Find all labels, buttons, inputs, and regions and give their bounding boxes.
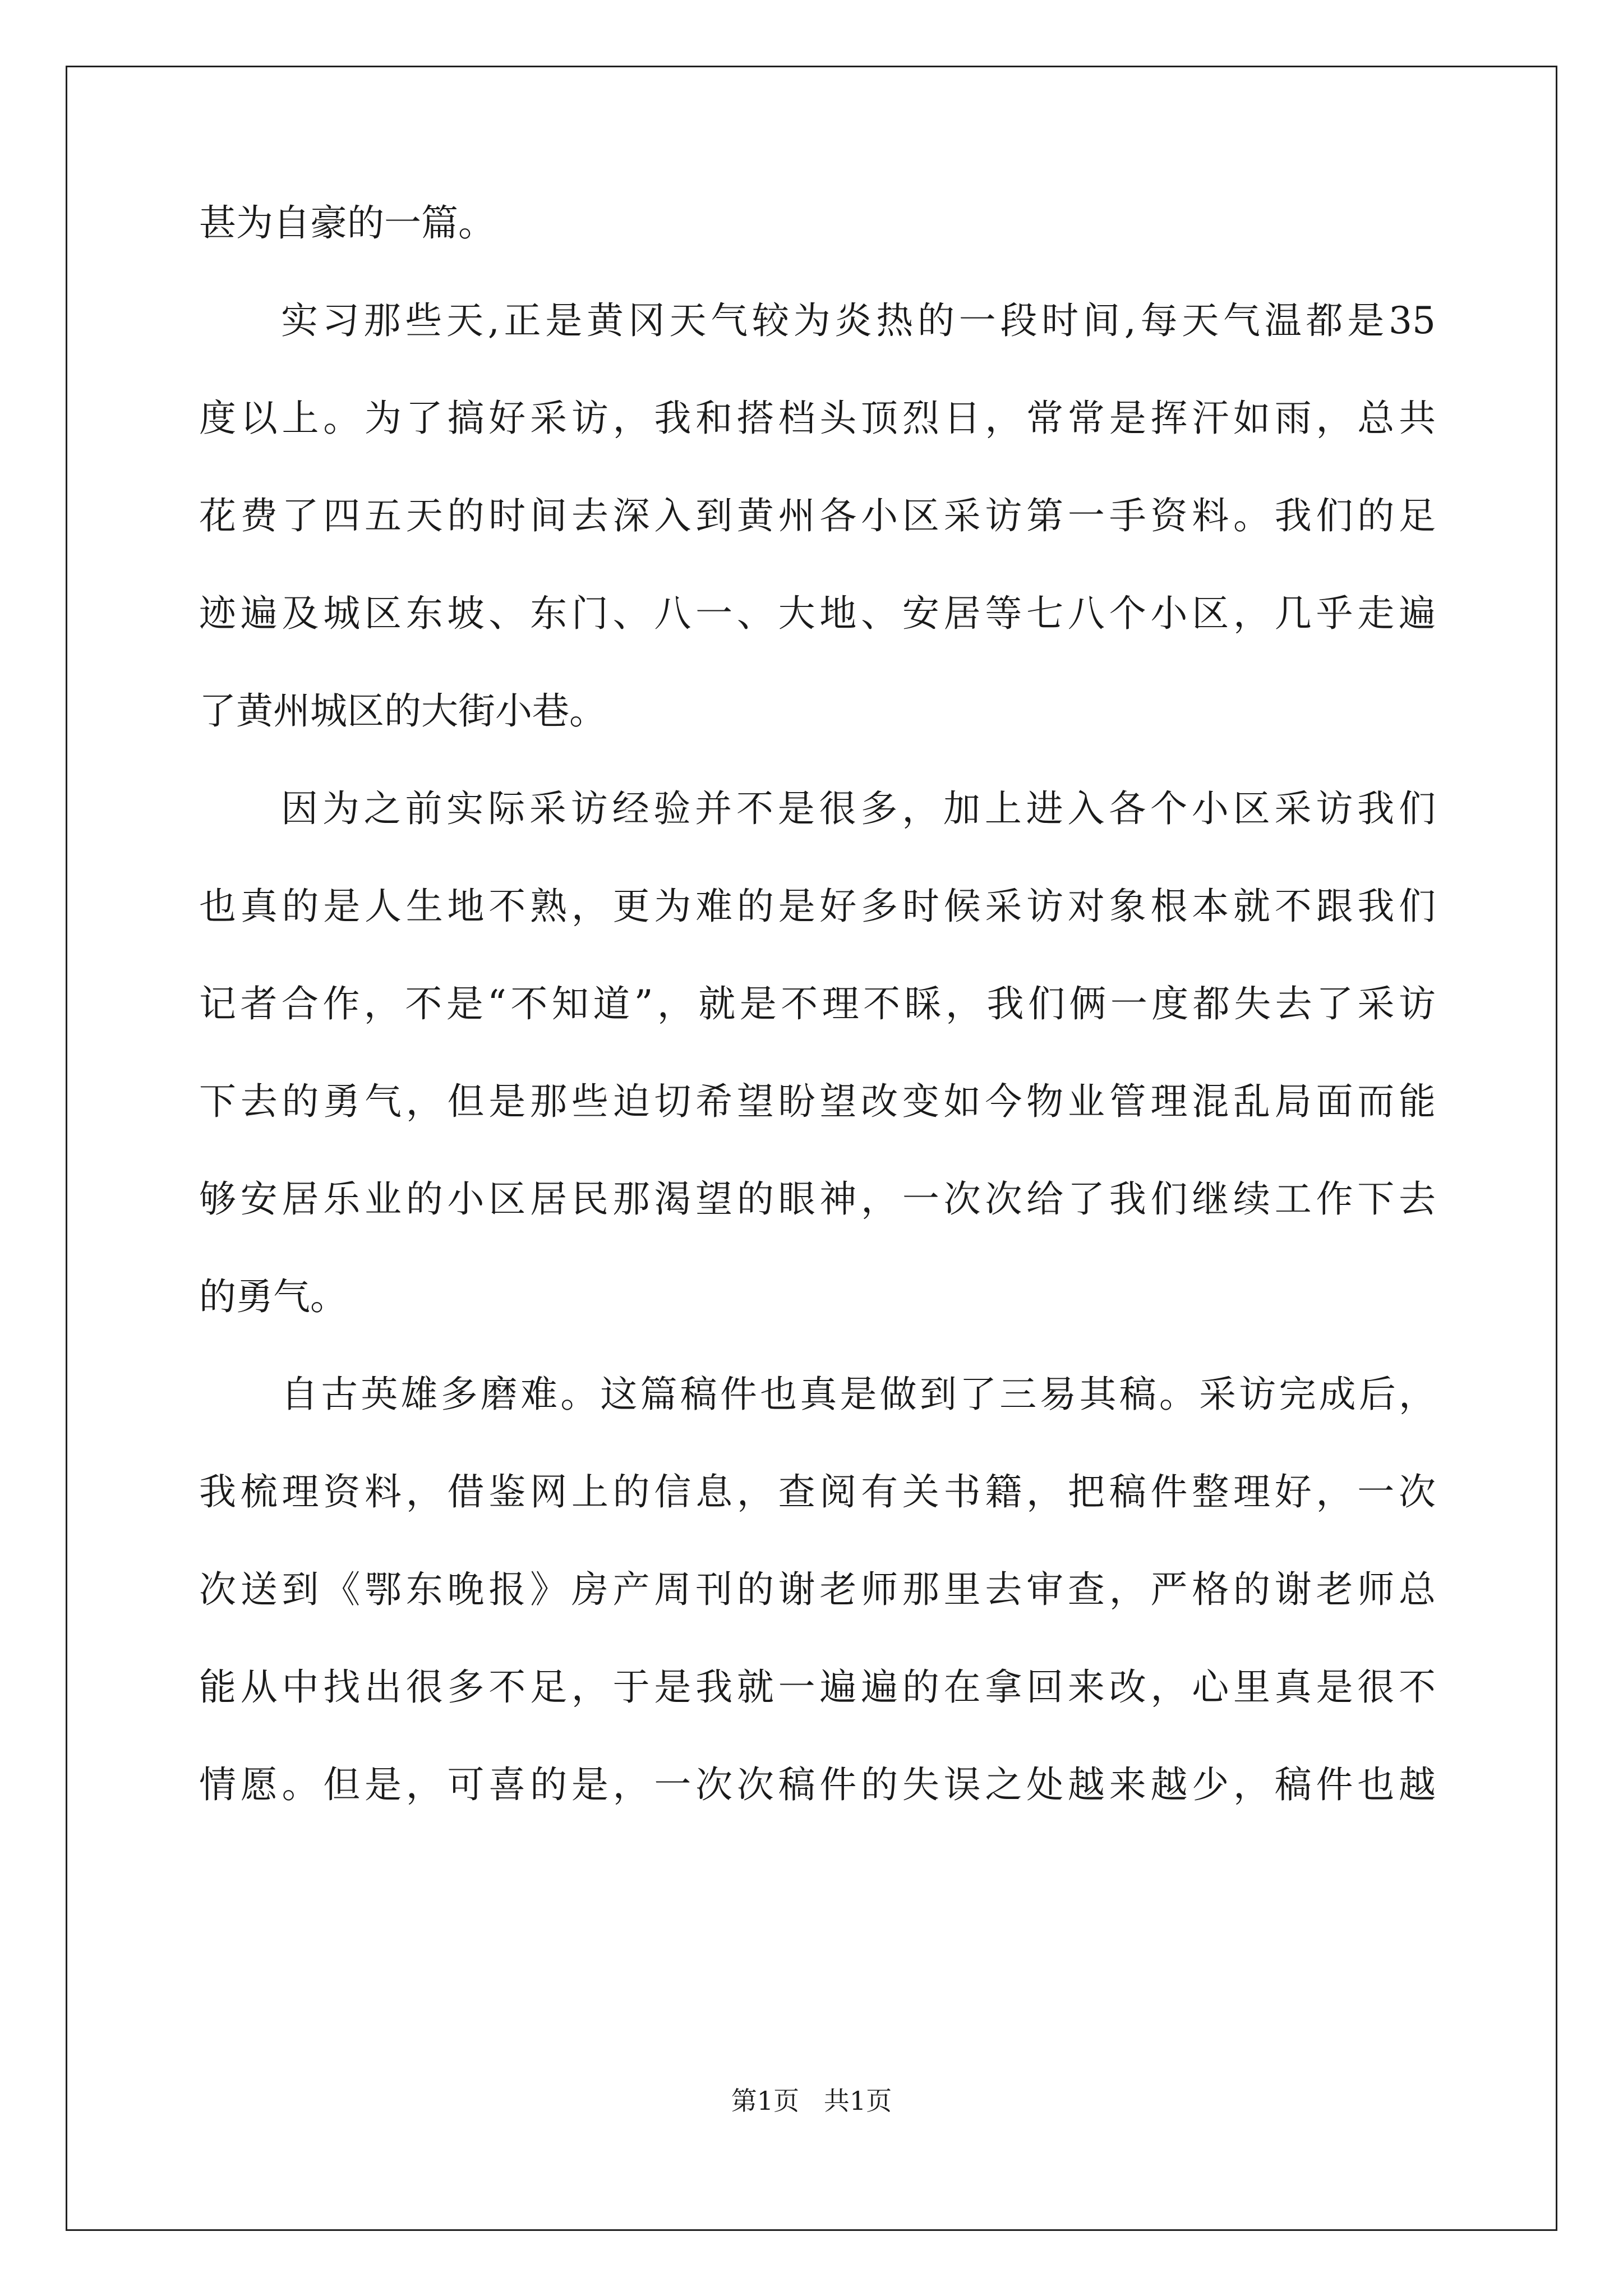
text-line: 花费了四五天的时间去深入到黄州各小区采访第一手资料。我们的足 bbox=[199, 494, 1436, 537]
text-line: 能从中找出很多不足，于是我就一遍遍的在拿回来改，心里真是很不 bbox=[199, 1665, 1436, 1709]
text-line: 因为之前实际采访经验并不是很多，加上进入各个小区采访我们 bbox=[281, 787, 1436, 830]
text-line: 我梳理资料，借鉴网上的信息，查阅有关书籍，把稿件整理好，一次 bbox=[199, 1470, 1436, 1513]
text-line: 自古英雄多磨难。这篇稿件也真是做到了三易其稿。采访完成后， bbox=[281, 1373, 1436, 1416]
page-footer: 第1页 共1页 bbox=[731, 2086, 892, 2116]
text-line: 了黄州城区的大街小巷。 bbox=[199, 689, 606, 733]
text-line: 够安居乐业的小区居民那渴望的眼神，一次次给了我们继续工作下去 bbox=[199, 1177, 1436, 1221]
text-line: 也真的是人生地不熟，更为难的是好多时候采访对象根本就不跟我们 bbox=[199, 885, 1436, 928]
text-line: 情愿。但是，可喜的是，一次次稿件的失误之处越来越少，稿件也越 bbox=[199, 1763, 1436, 1806]
text-line: 的勇气。 bbox=[199, 1275, 347, 1318]
text-line: 次送到《鄂东晚报》房产周刊的谢老师那里去审查，严格的谢老师总 bbox=[199, 1568, 1436, 1611]
text-line: 迹遍及城区东坡、东门、八一、大地、安居等七八个小区，几乎走遍 bbox=[199, 592, 1436, 635]
text-line: 记者合作，不是“不知道”，就是不理不睬，我们俩一度都失去了采访 bbox=[199, 982, 1436, 1025]
text-line: 实习那些天,正是黄冈天气较为炎热的一段时间,每天气温都是35 bbox=[281, 299, 1436, 342]
text-line: 下去的勇气，但是那些迫切希望盼望改变如今物业管理混乱局面而能 bbox=[199, 1080, 1436, 1123]
text-line: 甚为自豪的一篇。 bbox=[199, 201, 495, 245]
text-line: 度以上。为了搞好采访，我和搭档头顶烈日，常常是挥汗如雨，总共 bbox=[199, 397, 1436, 440]
document-body bbox=[199, 196, 1436, 1856]
